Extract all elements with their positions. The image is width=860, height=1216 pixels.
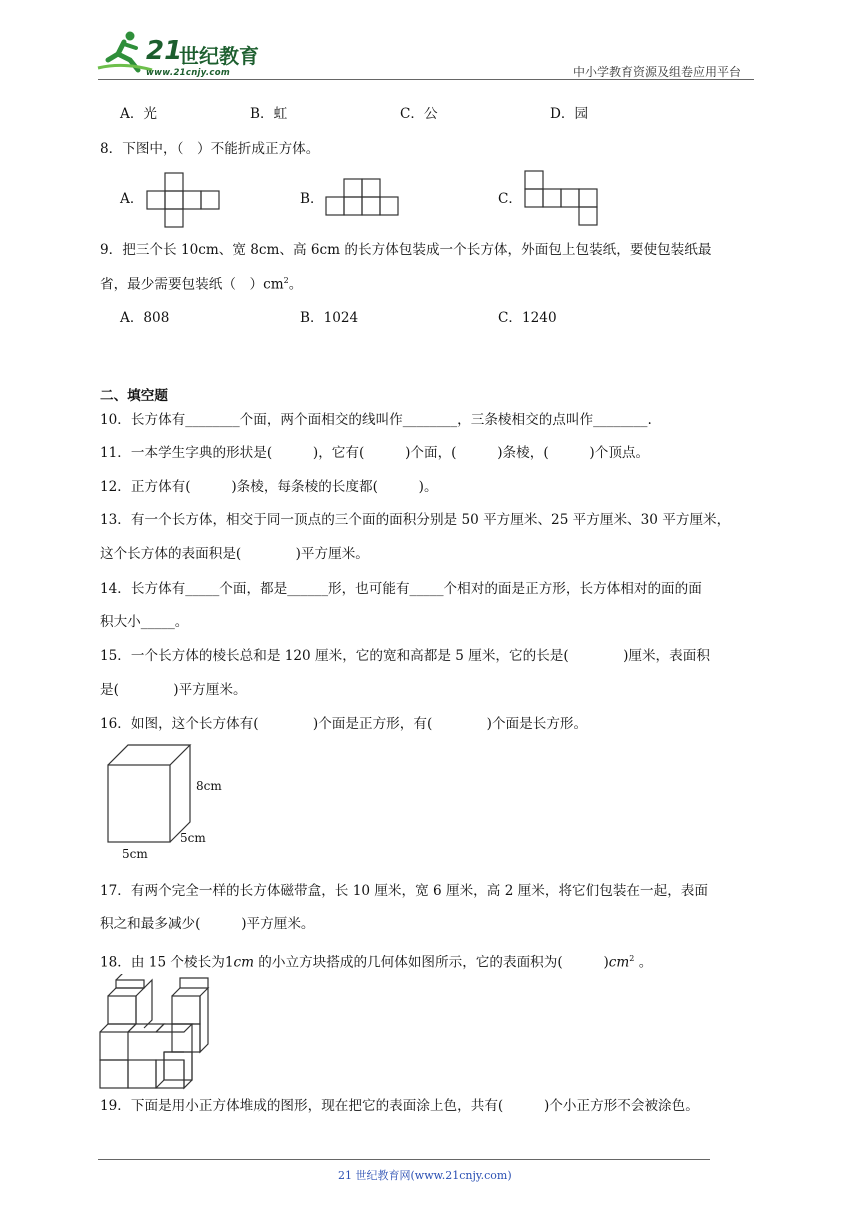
section-title-fill-blank: 二、填空题: [100, 388, 168, 404]
logo-url: www.21cnjy.com: [146, 68, 230, 78]
q9-option-c: C．1240: [498, 310, 557, 326]
q11-text: 11．一本学生字典的形状是( )，它有( )个面，( )条棱，( )个顶点。: [100, 445, 650, 461]
logo-number: 21: [146, 36, 183, 66]
q8-label-c: C．: [498, 191, 522, 207]
q17-line1: 17．有两个完全一样的长方体磁带盒，长 10 厘米，宽 6 厘米，高 2 厘米，将它们包装在一起，表面: [100, 883, 708, 899]
q8-net-a-figure: [146, 172, 220, 228]
q9-line2: [100, 277, 302, 292]
q7-option-c: C．公: [400, 106, 438, 122]
q7-option-a: A．光: [120, 106, 158, 122]
q18-part-a: 18．由 15 个棱长为: [100, 954, 225, 971]
q18-part-b: 1: [224, 954, 234, 971]
q15-line2: 是( )平方厘米。: [100, 682, 247, 698]
q18-part-d: 的小立方块搭成的几何体如图所示，它的表面积为( ): [253, 954, 609, 971]
q9-line2-text: 省，最少需要包装纸（ ）cm: [100, 276, 284, 293]
q18-end: 。: [634, 954, 653, 971]
q18-unit: cm: [233, 954, 254, 971]
q13-line2: 这个长方体的表面积是( )平方厘米。: [100, 546, 369, 562]
q9-line1: 9．把三个长 10cm、宽 8cm、高 6cm 的长方体包装成一个长方体，外面包上包装纸，要使包装纸最: [100, 242, 712, 258]
q8-net-c-figure: [524, 170, 600, 230]
footer-text: 21 世纪教育网(www.21cnjy.com): [338, 1169, 512, 1182]
q12-text: 12．正方体有( )条棱，每条棱的长度都( )。: [100, 479, 438, 495]
q16-depth-label: 5cm: [180, 831, 206, 845]
header-logo: [94, 30, 264, 80]
q18-cubes-figure: [98, 974, 216, 1092]
q16-text: 16．如图，这个长方体有( )个面是正方形，有( )个面是长方形。: [100, 716, 588, 732]
q16-width-label: 5cm: [122, 847, 148, 861]
logo-text: 世纪教育: [179, 44, 259, 68]
q10-text: 10．长方体有________个面，两个面相交的线叫作________，三条棱相交的点叫作________.: [100, 412, 652, 428]
header-platform-text: 中小学教育资源及组卷应用平台: [573, 65, 742, 79]
q16-height-label: 8cm: [196, 779, 222, 793]
header-rule: [98, 79, 754, 80]
q9-option-b: B．1024: [300, 310, 359, 326]
q18-answer-unit: cm: [608, 954, 630, 971]
footer-rule: [98, 1159, 710, 1160]
q7-option-b: B．虹: [250, 106, 288, 122]
q14-line2: 积大小_____。: [100, 614, 189, 630]
q15-line1: 15．一个长方体的棱长总和是 120 厘米，它的宽和高都是 5 厘米，它的长是( )厘米，表面积: [100, 648, 710, 664]
runner-logo-icon: [94, 30, 154, 76]
q14-line1: 14．长方体有_____个面，都是______形，也可能有_____个相对的面是正方形，长方体相对的面的面: [100, 581, 702, 597]
q9-option-a: A．808: [120, 310, 170, 326]
q7-option-d: D．园: [550, 106, 589, 122]
q8-label-a: A．: [120, 191, 144, 207]
q8-stem: 8．下图中，（ ）不能折成正方体。: [100, 141, 320, 157]
q8-label-b: B．: [300, 191, 324, 207]
q16-cuboid-figure: [100, 740, 240, 865]
q18-text: [100, 955, 652, 970]
q19-text: 19．下面是用小正方体堆成的图形，现在把它的表面涂上色，共有( )个小正方形不会被涂色。: [100, 1098, 699, 1114]
q9-line2-end: 。: [288, 276, 303, 293]
q13-line1: 13．有一个长方体，相交于同一顶点的三个面的面积分别是 50 平方厘米、25 平方厘米、30 平方厘米，: [100, 512, 731, 528]
q18-superscript: 2: [629, 954, 635, 963]
q8-net-b-figure: [325, 178, 399, 218]
q9-superscript: 2: [283, 276, 289, 285]
q17-line2: 积之和最多减少( )平方厘米。: [100, 916, 315, 932]
